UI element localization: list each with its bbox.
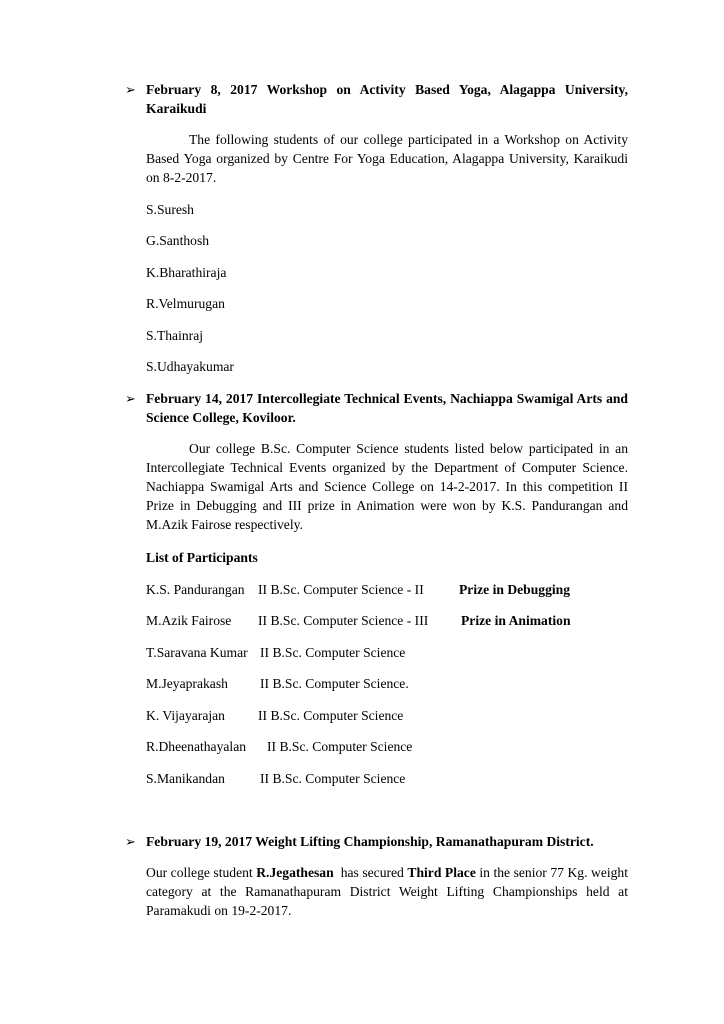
bullet-arrow-icon: ➢	[125, 391, 136, 406]
placement-bold: Third Place	[407, 865, 476, 880]
section-heading	[125, 80, 628, 118]
participant-name: T.Saravana Kumar	[146, 645, 248, 660]
section-paragraph	[146, 863, 628, 920]
participant-class: II B.Sc. Computer Science	[258, 708, 404, 723]
participant-row	[146, 737, 628, 756]
section-technical-events	[125, 389, 628, 534]
list-title: List of Participants	[146, 550, 258, 565]
participant-name: M.Jeyaprakash	[146, 676, 228, 691]
paragraph-text: Our college student	[146, 865, 257, 880]
participant-class: II B.Sc. Computer Science.	[260, 676, 409, 691]
paragraph-text: in the senior 77 Kg. weight category at the Ramanathapuram District Weight Lifting Championships held at Paramakudi on 19-2-2017.	[146, 865, 628, 918]
participant-name: S.Manikandan	[146, 771, 225, 786]
section-paragraph: The following students of our college participated in a Workshop on Activity Based Yoga organized by Centre For Yoga Education, Alagappa University, Karaikudi on 8-2-2017.	[146, 132, 628, 185]
heading-text: February 8, 2017 Workshop on Activity Based Yoga, Alagappa University, Karaikudi	[146, 82, 628, 116]
participant-row	[146, 580, 628, 599]
participant-row	[146, 769, 628, 788]
section-paragraph: Our college B.Sc. Computer Science students listed below participated in an Intercollegiate Technical Events organized by the Department of Computer Science. Nachiappa Swamigal Arts and Science College on 14-2-2017. In this competition II Prize in Debugging and III prize in Animation were won by K.S. Pandurangan and M.Azik Fairose respectively.	[146, 441, 628, 532]
participant-class: II B.Sc. Computer Science - III	[258, 613, 429, 628]
student-name: K.Bharathiraja	[146, 265, 227, 280]
participant-class: II B.Sc. Computer Science - II	[258, 582, 424, 597]
participant-class: II B.Sc. Computer Science	[260, 645, 406, 660]
participant-name: M.Azik Fairose	[146, 613, 232, 628]
bullet-arrow-icon: ➢	[125, 834, 136, 849]
student-name-bold: R.Jegathesan	[256, 865, 334, 880]
participant-row	[146, 643, 628, 662]
bullet-arrow-icon: ➢	[125, 82, 136, 97]
participant-prize: Prize in Animation	[461, 613, 571, 628]
participant-name: K.S. Pandurangan	[146, 582, 245, 597]
participant-name: K. Vijayarajan	[146, 708, 225, 723]
section-heading	[125, 389, 628, 427]
participant-name: R.Dheenathayalan	[146, 739, 247, 754]
student-name: S.Suresh	[146, 202, 194, 217]
student-name: S.Thainraj	[146, 328, 204, 343]
student-name: R.Velmurugan	[146, 296, 225, 311]
student-name: G.Santhosh	[146, 233, 210, 248]
paragraph-text: has secured	[333, 865, 408, 880]
participant-class: II B.Sc. Computer Science	[267, 739, 413, 754]
participant-prize: Prize in Debugging	[459, 582, 571, 597]
heading-text: February 19, 2017 Weight Lifting Championship, Ramanathapuram District.	[146, 834, 594, 849]
participant-row	[146, 706, 628, 725]
heading-text: February 14, 2017 Intercollegiate Technical Events, Nachiappa Swamigal Arts and Science College, Koviloor.	[146, 391, 628, 425]
section-heading	[125, 832, 628, 851]
participant-class: II B.Sc. Computer Science	[260, 771, 406, 786]
student-name: S.Udhayakumar	[146, 359, 234, 374]
section-yoga-workshop	[125, 80, 628, 187]
participant-row	[146, 611, 628, 630]
participant-row	[146, 674, 628, 693]
section-weight-lifting	[125, 832, 628, 920]
